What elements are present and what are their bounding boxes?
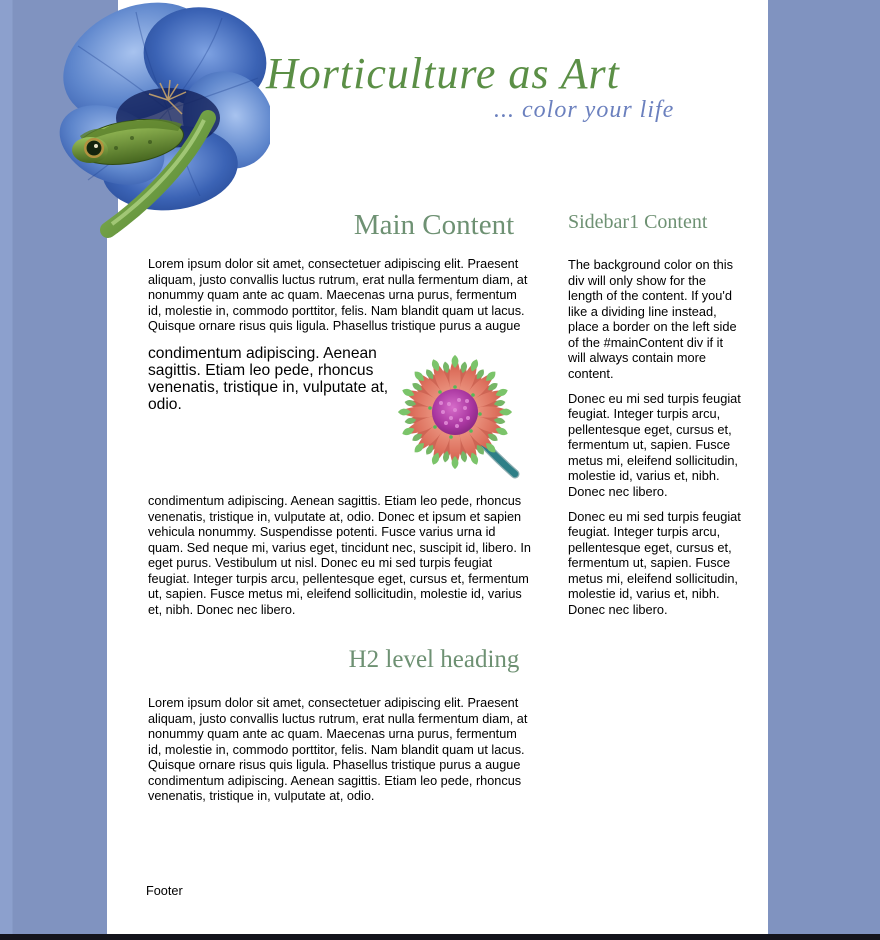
site-title: Horticulture as Art (266, 49, 620, 98)
main-paragraph-3: condimentum adipiscing. Aenean sagittis. Etiam leo pede, rhoncus venenatis, tristique in, vulputate at, odio. Donec et ipsum et sapien vehicula nonummy. Suspendisse potenti. Fusce varius urna id quam. Sed neque mi, varius eget, tincidunt nec, suscipit id, libero. In eget purus. Vestibulum ut nisl. Donec eu mi sed turpis feugiat feugiat. Integer turpis arcu, pellentesque eget, cursus et, fermentum ut, sapien. Fusce metus mi, eleifend sollicitudin, molestie id, varius et, nibh. Donec nec libero. (148, 494, 531, 617)
main-paragraph-1: Lorem ipsum dolor sit amet, consectetuer adipiscing elit. Praesent aliquam, justo convallis luctus rutrum, erat nulla fermentum diam, at nonummy quam ante ac quam. Maecenas urna purus, fermentum id, molestie in, commodo porttitor, felis. Nam blandit quam ut lacus. Quisque ornare risus quis ligula. Phasellus tristique purus a augue (148, 257, 528, 333)
sidebar-paragraph-3: Donec eu mi sed turpis feugiat feugiat. Integer turpis arcu, pellentesque eget, cursus et, fermentum ut, sapien. Fusce metus mi, eleifend sollicitudin, molestie id, varius et, nibh. Donec nec libero. (568, 508, 741, 617)
sidebar-heading: Sidebar1 Content (568, 211, 708, 233)
footer-text: Footer (146, 884, 183, 898)
blue-poppy-logo-image (50, 0, 270, 240)
bottom-bar (0, 934, 880, 940)
h2-level-heading: H2 level heading (348, 646, 520, 673)
main-paragraph-2: condimentum adipiscing. Aenean sagittis. Etiam leo pede, rhoncus venenatis, tristique in, vulputate at, odio. (148, 345, 389, 413)
red-gerbera-image (383, 350, 533, 485)
main-paragraph-4: Lorem ipsum dolor sit amet, consectetuer adipiscing elit. Praesent aliquam, justo convallis luctus rutrum, erat nulla fermentum diam, at nonummy quam ante ac quam. Maecenas urna purus, fermentum id, molestie in, commodo porttitor, felis. Nam blandit quam ut lacus. Quisque ornare risus quis ligula. Phasellus tristique purus a augue condimentum adipiscing. Aenean sagittis. Etiam leo pede, rhoncus venenatis, tristique in, vulputate at, odio. (148, 696, 528, 803)
sidebar-paragraph-1: The background color on this div will only show for the length of the content. If you'd like a dividing line instead, place a border on the left side of the #mainContent div if it will always contain more content. (568, 257, 737, 381)
sidebar (568, 211, 742, 627)
sidebar-paragraph-2: Donec eu mi sed turpis feugiat feugiat. Integer turpis arcu, pellentesque eget, cursus et, fermentum ut, sapien. Fusce metus mi, eleifend sollicitudin, molestie id, varius et, nibh. Donec nec libero. (568, 390, 741, 499)
main-content-heading: Main Content (353, 209, 515, 241)
site-tagline: ... color your life (494, 97, 675, 123)
